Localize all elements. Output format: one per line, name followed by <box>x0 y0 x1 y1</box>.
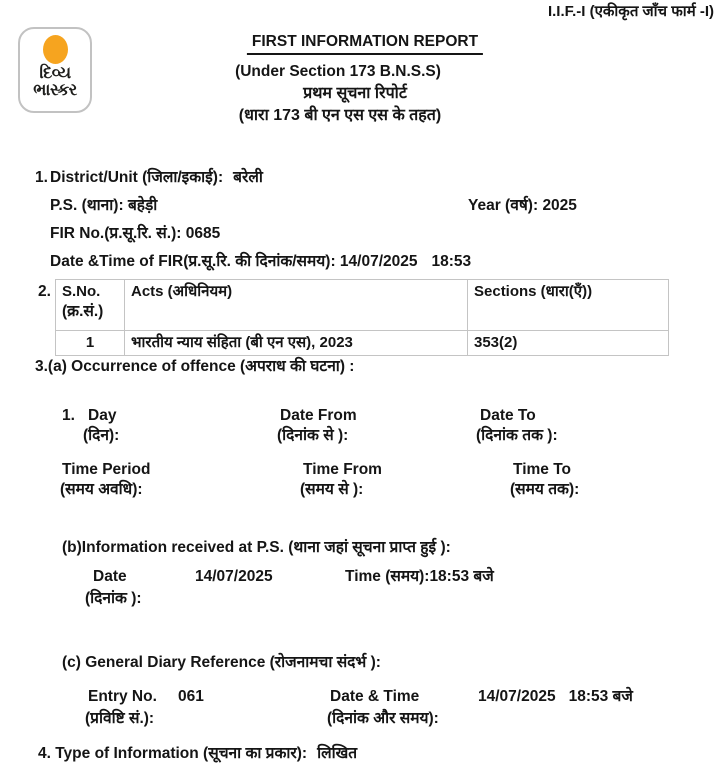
time-from-label-en: Time From <box>303 461 382 478</box>
gd-datetime-value <box>478 687 633 706</box>
section3b-heading: (b)Information received at P.S. (थाना जहां सूचना प्राप्त हुई ): <box>62 539 451 556</box>
fir-no-line <box>50 224 220 243</box>
type-of-information-value: लिखित <box>317 745 358 762</box>
cell-sno: 1 <box>56 331 125 356</box>
date-from-label-hi: (दिनांक से ): <box>277 427 349 444</box>
header-sno <box>56 280 125 331</box>
info-date-label-hi: (दिनांक ): <box>85 590 142 607</box>
ps-line <box>50 196 157 215</box>
header-sections: Sections (धारा(एँ)) <box>468 280 669 331</box>
year-label: Year (वर्ष): <box>468 197 539 214</box>
gd-time-value: 18:53 बजे <box>568 688 633 705</box>
time-to-label-hi: (समय तक): <box>510 481 580 498</box>
time-to-label-en: Time To <box>513 461 571 478</box>
section3a-heading: 3.(a) Occurrence of offence (अपराध की घटना) : <box>35 358 355 375</box>
district-line <box>50 168 263 187</box>
info-date-value: 14/07/2025 <box>195 568 273 585</box>
cell-act: भारतीय न्याय संहिता (बी एन एस), 2023 <box>125 331 468 356</box>
logo-text-line1: દિવ્ય <box>39 64 71 82</box>
type-of-information-label: 4. Type of Information (सूचना का प्रकार): <box>38 745 308 762</box>
document-title: FIRST INFORMATION REPORT <box>247 33 483 55</box>
section2-number: 2. <box>38 283 51 300</box>
gd-entry-value: 061 <box>178 688 204 705</box>
info-time-label: Time (समय): <box>345 568 430 585</box>
info-date-label-en: Date <box>93 568 127 585</box>
fir-datetime-label: Date &Time of FIR(प्र.सू.रि. की दिनांक/समय): <box>50 253 336 270</box>
time-from-label-hi: (समय से ): <box>300 481 364 498</box>
section1-number: 1. <box>35 169 48 186</box>
ps-value: बहेड़ी <box>127 197 158 214</box>
date-from-label-en: Date From <box>280 407 357 424</box>
divya-bhaskar-logo <box>18 27 92 113</box>
section4-line <box>38 744 357 763</box>
cell-sections: 353(2) <box>468 331 669 356</box>
district-label: District/Unit (जिला/इकाई): <box>50 169 224 186</box>
section3c-heading: (c) General Diary Reference (रोजनामचा संदर्भ ): <box>62 654 381 671</box>
info-time-line <box>345 567 494 586</box>
document-subtitle-hi: (धारा 173 बी एन एस एस के तहत) <box>238 107 442 124</box>
time-period-label-en: Time Period <box>62 461 151 478</box>
date-to-label-hi: (दिनांक तक ): <box>476 427 558 444</box>
fir-no-value: 0685 <box>185 225 221 242</box>
ps-label: P.S. (थाना): <box>50 197 124 214</box>
document-subtitle-en: (Under Section 173 B.N.S.S) <box>235 63 441 80</box>
document-title-hi: प्रथम सूचना रिपोर्ट <box>303 85 407 102</box>
day-label-en: Day <box>88 407 117 424</box>
acts-sections-table <box>55 279 669 356</box>
header-sno-en: S.No. <box>62 283 101 300</box>
gd-datetime-label-en: Date & Time <box>330 688 420 705</box>
table-header-row <box>56 280 669 331</box>
fir-date-value: 14/07/2025 <box>339 253 418 270</box>
fir-no-label: FIR No.(प्र.सू.रि. सं.): <box>50 225 182 242</box>
form-reference: I.I.F.-I (एकीकृत जाँच फार्म -I) <box>547 3 714 20</box>
table-row <box>56 331 669 356</box>
gd-entry-label-hi: (प्रविष्टि सं.): <box>85 710 155 727</box>
fir-time-value: 18:53 <box>431 253 472 270</box>
year-value: 2025 <box>542 197 577 214</box>
year-line <box>468 196 577 215</box>
gd-date-value: 14/07/2025 <box>478 688 556 705</box>
occurrence-item-no: 1. <box>62 407 75 424</box>
time-period-label-hi: (समय अवधि): <box>60 481 143 498</box>
logo-text-line2: ભાસ્કર <box>33 81 77 99</box>
fir-datetime-line <box>50 252 471 271</box>
gd-datetime-label-hi: (दिनांक और समय): <box>327 710 439 727</box>
header-acts: Acts (अधिनियम) <box>125 280 468 331</box>
date-to-label-en: Date To <box>480 407 536 424</box>
logo-sun-icon <box>43 35 68 64</box>
district-value: बरेली <box>233 169 263 186</box>
info-time-value: 18:53 बजे <box>429 568 494 585</box>
day-label-hi: (दिन): <box>83 427 120 444</box>
header-sno-hi: (क्र.सं.) <box>62 303 104 320</box>
gd-entry-label-en: Entry No. <box>88 688 157 705</box>
